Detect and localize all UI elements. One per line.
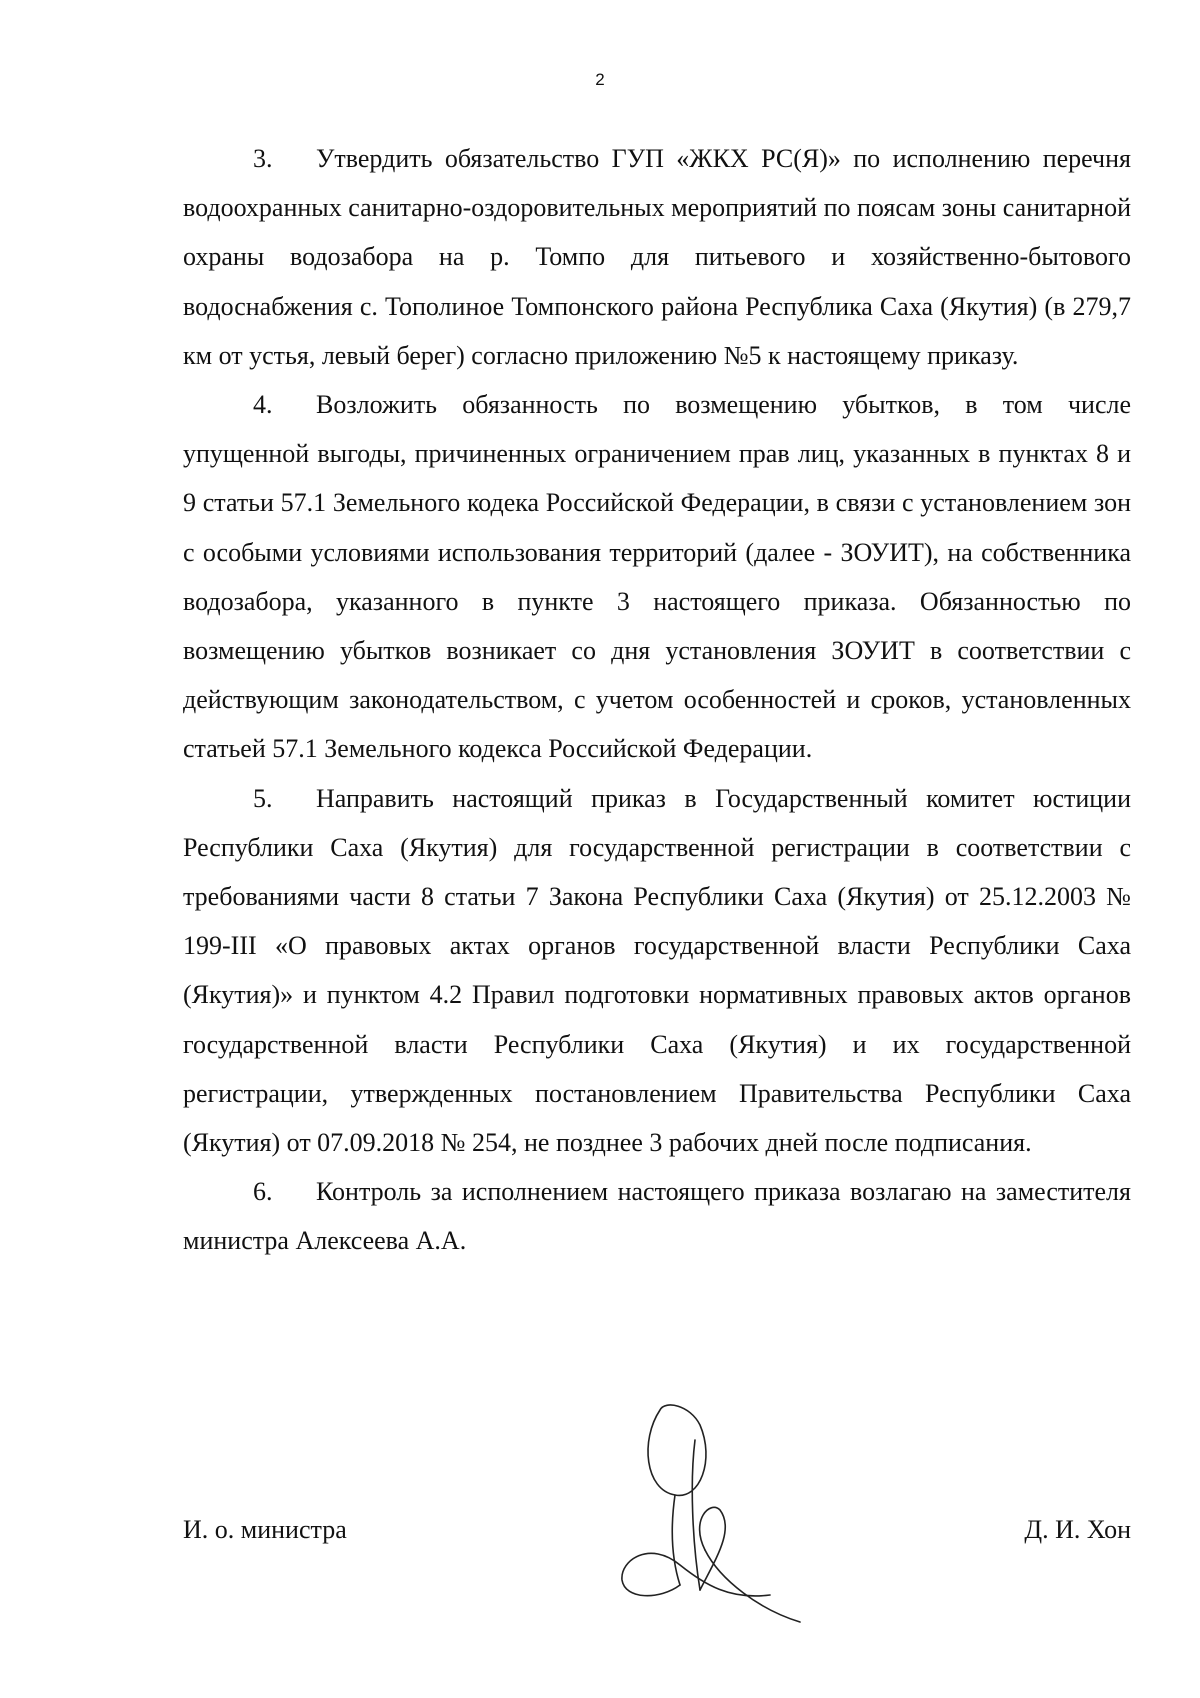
signatory-position: И. о. министра xyxy=(183,1515,347,1544)
document-body xyxy=(183,134,1131,1266)
paragraph-text: Утвердить обязательство ГУП «ЖКХ РС(Я)» по исполнению перечня водоохранных санитарно-оздоровительных мероприятий по поясам зоны санитарной охраны водозабора на р. Томпо для питьевого и хозяйственно-бытового водоснабжения с. Тополиное Томпонского района Республика Саха (Якутия) (в 279,7 км от устья, левый берег) согласно приложению №5 к настоящему приказу. xyxy=(183,144,1132,370)
paragraph-4 xyxy=(183,380,1131,774)
paragraph-5 xyxy=(183,774,1131,1168)
signature-block xyxy=(183,1515,1131,1555)
paragraph-number: 4. xyxy=(253,390,273,420)
paragraph-number: 6. xyxy=(253,1177,273,1207)
paragraph-text: Возложить обязанность по возмещению убытков, в том числе упущенной выгоды, причиненных ограничением прав лиц, указанных в пунктах 8 и 9 статьи 57.1 Земельного кодека Российской Федерации, в связи с установлением зон с особыми условиями использования территорий (далее - ЗОУИТ), на собственника водозабора, указанного в пункте 3 настоящего приказа. Обязанностью по возмещению убытков возникает со дня установления ЗОУИТ в соответствии с действующим законодательством, с учетом особенностей и сроков, установленных статьей 57.1 Земельного кодекса Российской Федерации. xyxy=(183,390,1131,764)
paragraph-number: 3. xyxy=(253,144,273,173)
page-number: 2 xyxy=(595,70,605,89)
signatory-name: Д. И. Хон xyxy=(1024,1515,1131,1544)
paragraph-6 xyxy=(183,1167,1131,1265)
paragraph-3 xyxy=(183,134,1131,380)
paragraph-text: Контроль за исполнением настоящего приказа возлагаю на заместителя министра Алексеева А.А. xyxy=(183,1177,1131,1256)
paragraph-text: Направить настоящий приказ в Государственный комитет юстиции Республики Саха (Якутия) для государственной регистрации в соответствии с требованиями части 8 статьи 7 Закона Республики Саха (Якутия) от 25.12.2003 № 199-III «О правовых актах органов государственной власти Республики Саха (Якутия)» и пунктом 4.2 Правил подготовки нормативных правовых актов органов государственной власти Республики Саха (Якутия) и их государственной регистрации, утвержденных постановлением Правительства Республики Саха (Якутия) от 07.09.2018 № 254, не позднее 3 рабочих дней после подписания. xyxy=(183,783,1131,1158)
paragraph-number: 5. xyxy=(253,783,273,813)
